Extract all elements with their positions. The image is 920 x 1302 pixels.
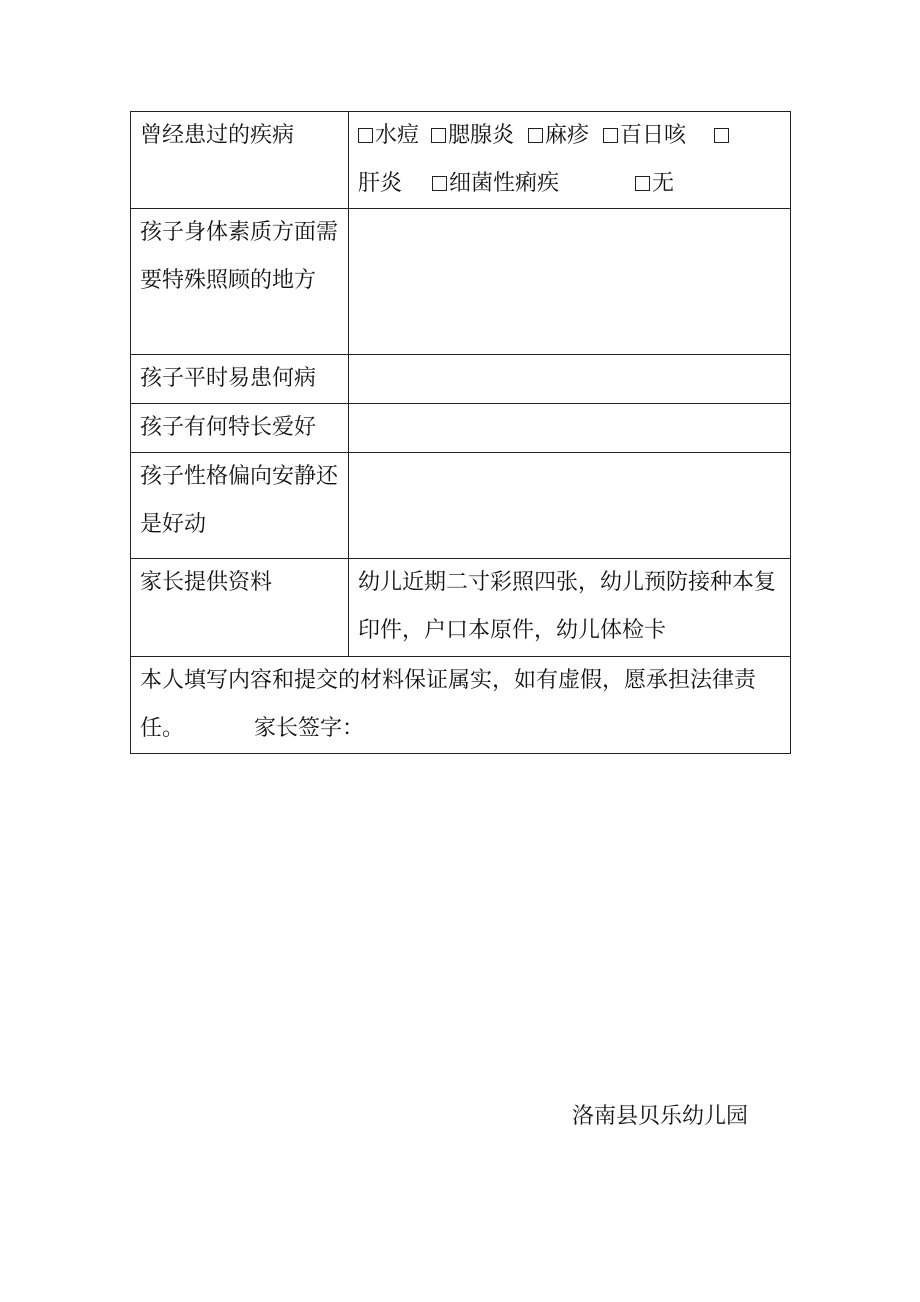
disease-options-line-2 [358,160,782,208]
required-documents: 幼儿近期二寸彩照四张，幼儿预防接种本复印件，户口本原件，幼儿体检卡 [349,559,791,657]
option-measles[interactable] [528,123,589,148]
option-pertussis[interactable] [603,123,686,148]
option-label: 百日咳 [620,123,687,148]
option-label: 肝炎 [358,171,403,196]
checkbox-icon[interactable] [431,128,446,143]
enrollment-health-form [130,111,791,754]
option-mumps[interactable] [431,123,514,148]
option-label: 腮腺炎 [448,123,515,148]
checkbox-icon[interactable] [603,128,618,143]
option-label: 无 [652,171,675,196]
option-label: 水痘 [375,123,420,148]
option-chickenpox[interactable] [358,123,419,148]
table-row [131,559,791,657]
checkbox-icon[interactable] [528,128,543,143]
checkbox-icon[interactable] [635,176,650,191]
table-row [131,355,791,404]
special-care-field[interactable] [349,209,791,355]
declaration-cell [131,657,791,754]
row-label: 孩子身体素质方面需要特殊照顾的地方 [131,209,349,355]
hobbies-field[interactable] [349,404,791,453]
row-label: 曾经患过的疾病 [131,112,349,209]
checkbox-icon[interactable] [358,128,373,143]
option-label: 细菌性痢疾 [449,171,560,196]
table-row [131,453,791,559]
option-bacillary-dysentery[interactable] [432,171,559,196]
option-label: 麻疹 [545,123,590,148]
row-label: 孩子有何特长爱好 [131,404,349,453]
declaration-text: 本人填写内容和提交的材料保证属实，如有虚假，愿承担法律责任。 [140,668,757,741]
row-label: 家长提供资料 [131,559,349,657]
personality-field[interactable] [349,453,791,559]
row-label: 孩子性格偏向安静还是好动 [131,453,349,559]
row-label: 孩子平时易患何病 [131,355,349,404]
option-none[interactable] [635,171,674,196]
signature-label[interactable]: 家长签字： [254,716,365,741]
table-row [131,209,791,355]
declaration-row [131,657,791,754]
table-row [131,404,791,453]
checkbox-icon[interactable] [432,176,447,191]
table-row [131,112,791,209]
common-illness-field[interactable] [349,355,791,404]
disease-options [349,112,791,209]
disease-options-line-1 [358,112,782,160]
option-hepatitis[interactable] [358,171,402,196]
organization-name: 洛南县贝乐幼儿园 [572,1104,749,1129]
checkbox-icon[interactable] [714,128,729,143]
